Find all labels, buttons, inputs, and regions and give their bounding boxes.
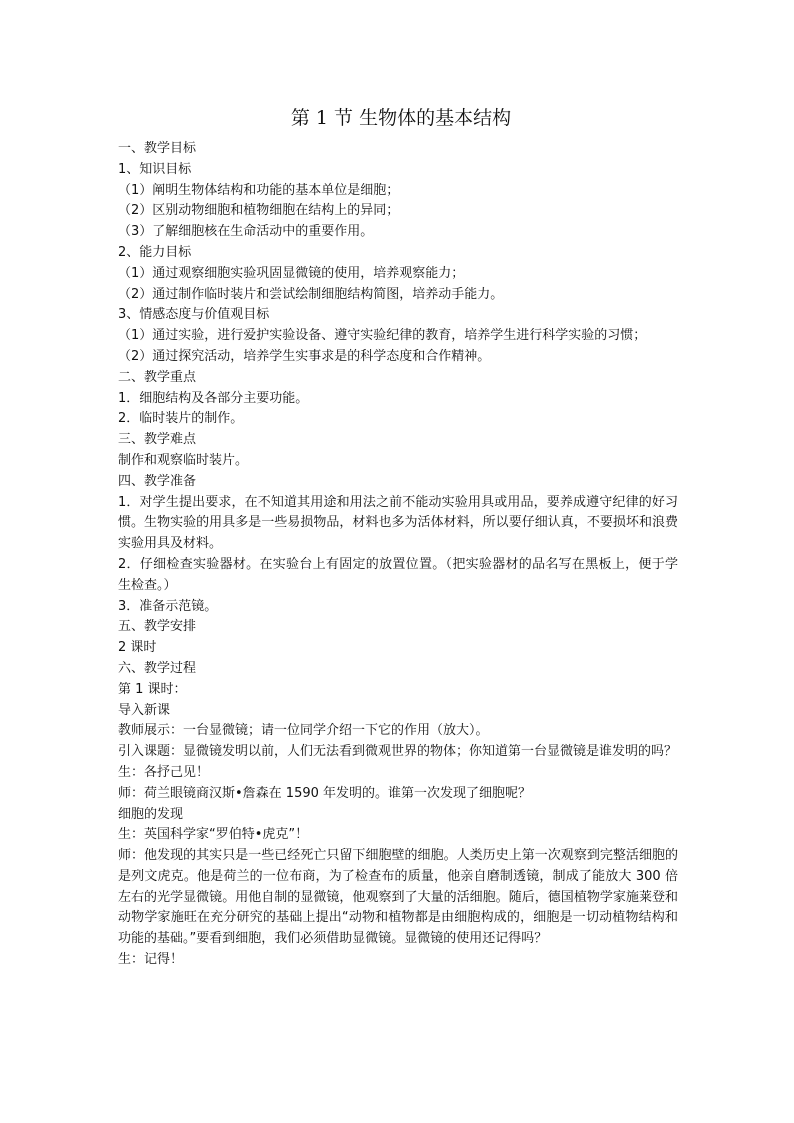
- document-page: [118, 106, 678, 971]
- list-item: （1）通过观察细胞实验巩固显微镜的使用，培养观察能力；: [118, 265, 465, 281]
- subsection-heading: 2、能力目标: [118, 244, 192, 260]
- paragraph: 生：英国科学家“罗伯特•虎克”！: [118, 827, 309, 843]
- section-heading: 三、教学难点: [118, 432, 197, 448]
- list-item: （2）通过制作临时装片和尝试绘制细胞结构简图，培养动手能力。: [118, 286, 504, 302]
- paragraph: 制作和观察临时装片。: [118, 452, 249, 468]
- paragraph: 1．对学生提出要求，在不知道其用途和用法之前不能动实验用具或用品，要养成遵守纪律的好习惯。生物实验的用具多是一些易损物品，材料也多为活体材料，所以要仔细认真，不要损坏和浪费实验用具及材料。: [118, 494, 678, 552]
- list-item: 2．临时装片的制作。: [118, 411, 244, 427]
- subsection-heading: 1、知识目标: [118, 161, 192, 177]
- paragraph: 2．仔细检查实验器材。在实验台上有固定的放置位置。（把实验器材的品名写在黑板上，便于学生检查。）: [118, 556, 678, 593]
- list-item: （2）通过探究活动，培养学生实事求是的科学态度和合作精神。: [118, 348, 491, 364]
- list-item: 3．准备示范镜。: [118, 598, 218, 614]
- list-item: （3）了解细胞核在生命活动中的重要作用。: [118, 224, 374, 240]
- section-heading: 四、教学准备: [118, 473, 197, 489]
- section-heading: 六、教学过程: [118, 660, 197, 676]
- paragraph: 生：记得！: [118, 952, 184, 968]
- paragraph: 引入课题：显微镜发明以前，人们无法看到微观世界的物体；你知道第一台显微镜是谁发明的吗？: [118, 744, 678, 760]
- list-item: （2）区别动物细胞和植物细胞在结构上的异同；: [118, 203, 400, 219]
- list-item: （1）通过实验，进行爱护实验设备、遵守实验纪律的教育，培养学生进行科学实验的习惯；: [118, 328, 647, 344]
- paragraph: 2 课时: [118, 640, 157, 656]
- paragraph: 师：他发现的其实只是一些已经死亡只留下细胞壁的细胞。人类历史上第一次观察到完整活细胞的是列文虎克。他是荷兰的一位布商，为了检查布的质量，他亲自磨制透镜，制成了能放大 300 倍左右的光学显微镜。用他自制的显微镜，他观察到了大量的活细胞。随后，德国植物学家施莱登和动物学家施旺在充分研究的基础上提出“动物和植物都是由细胞构成的，细胞是一切动植物结构和功能的基础。”要看到细胞，我们必须借助显微镜。显微镜的使用还记得吗？: [118, 848, 678, 947]
- subsection-heading: 3、情感态度与价值观目标: [118, 307, 270, 323]
- list-item: 1．细胞结构及各部分主要功能。: [118, 390, 309, 406]
- list-item: （1）阐明生物体结构和功能的基本单位是细胞；: [118, 182, 400, 198]
- section-heading: 一、教学目标: [118, 141, 197, 156]
- section-heading: 五、教学安排: [118, 619, 197, 635]
- paragraph: 第 1 课时：: [118, 681, 187, 697]
- paragraph: 生：各抒己见！: [118, 764, 210, 780]
- paragraph: 导入新课: [118, 702, 171, 718]
- paragraph: 教师展示：一台显微镜；请一位同学介绍一下它的作用（放大）。: [118, 723, 489, 739]
- paragraph: 师：荷兰眼镜商汉斯•詹森在 1590 年发明的。谁第一次发现了细胞呢？: [118, 785, 532, 801]
- section-heading: 二、教学重点: [118, 369, 197, 385]
- page-title: 第 1 节 生物体的基本结构: [290, 107, 512, 129]
- paragraph: 细胞的发现: [118, 806, 184, 822]
